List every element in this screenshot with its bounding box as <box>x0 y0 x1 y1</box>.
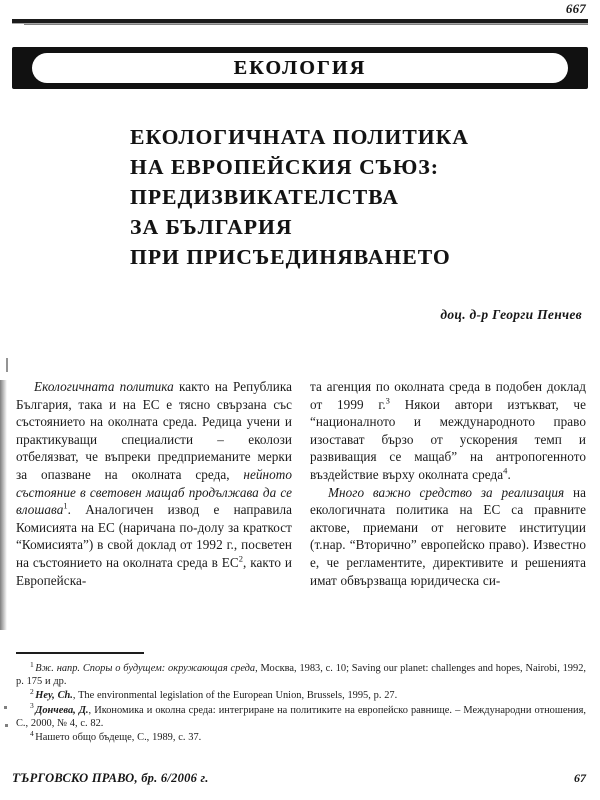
footnote-3-author: Дончева, Д. <box>35 704 89 716</box>
paragraph-left-1-italic-2: нейното състояние в световен мащаб продължава да се влошава <box>16 466 292 518</box>
paragraph-left-1-tail-2: , както и Европейска- <box>16 554 292 588</box>
footnote-3 <box>16 701 586 730</box>
scan-speck <box>4 706 7 709</box>
body-column-right <box>310 378 586 623</box>
footnote-3-mark: 3 <box>30 701 34 711</box>
footnote-1-italic: Вж. напр. Споры о будущем: окружающая среда <box>35 663 256 674</box>
article-title-line-1: ЕКОЛОГИЧНАТА ПОЛИТИКА <box>130 125 469 149</box>
body-column-left <box>16 378 292 623</box>
header-rule <box>12 19 588 23</box>
footnote-2-rest: , The environmental legislation of the European Union, Brussels, 1995, p. 27. <box>72 690 398 702</box>
section-banner-pill <box>32 53 568 83</box>
footnote-ref-4: 4 <box>503 465 508 476</box>
article-title-line-4: ЗА БЪЛГАРИЯ <box>130 215 293 239</box>
footnote-4 <box>16 728 586 744</box>
paragraph-right-2-rest: на екологичната политика на ЕС са правните актове, приемани от неговите институции (т.нар. “Вторично” европейско право). Известно е, че регламентите, директивите и решенията имат обвързваща юридическа си- <box>310 484 586 588</box>
footnote-1-rest: , Москва, 1983, с. 10; Saving our planet: challenges and hopes, Nairobi, 1992, p. 175 и др. <box>16 663 586 688</box>
lead-italic-left: Екологичната политика <box>34 379 174 394</box>
footnote-3-rest: , Икономика и околна среда: интегриране на политиките на европейско равнище. – Международни отношения, С., 2000, № 4, с. 82. <box>16 704 586 729</box>
paragraph-left-1 <box>16 378 292 589</box>
footnote-1 <box>16 659 586 688</box>
article-title <box>130 122 582 272</box>
paragraph-right-1-continuation: та агенция по околната среда в подобен доклад от 1999 г. <box>310 379 586 412</box>
paragraph-right-2 <box>310 484 586 590</box>
article-title-line-3: ПРЕДИЗВИКАТЕЛСТВА <box>130 185 399 209</box>
footnote-1-mark: 1 <box>30 659 34 669</box>
article-byline: доц. д-р Георги Пенчев <box>440 307 582 322</box>
footer-journal-title: ТЪРГОВСКО ПРАВО, бр. 6/2006 г. <box>12 771 209 785</box>
article-title-line-5: ПРИ ПРИСЪЕДИНЯВАНЕТО <box>130 245 451 269</box>
top-folio-number: 667 <box>565 1 586 16</box>
article-title-line-2: НА ЕВРОПЕЙСКИЯ СЪЮЗ: <box>130 155 439 179</box>
section-banner-label: ЕКОЛОГИЯ <box>233 56 367 79</box>
footnote-4-rest: Нашето общо бъдеще, С., 1989, с. 37. <box>35 732 202 744</box>
footnote-2-mark: 2 <box>30 686 34 696</box>
footnote-separator-rule <box>16 652 144 654</box>
footnote-ref-1: 1 <box>63 500 68 511</box>
footnote-4-mark: 4 <box>30 728 34 738</box>
paragraph-left-1-rest: както на Република България, така и на ЕС е тясно свързана със състоянието на околната среда. Редица учени и практикуващи специалисти – еколози отбелязват, че въпреки предприеманите мерки за опазване на околната среда, <box>16 379 292 482</box>
footnote-2-author: Hey, Ch. <box>35 690 73 702</box>
paragraph-right-1-end: . <box>507 466 511 482</box>
paragraph-right-1-rest: Някои автори изтъкват, че “националното и международното право изостават бързо от ускорения темп и развиващия се мащаб” на антропогенното въздействие върху околната среда <box>310 396 586 482</box>
footnote-2 <box>16 686 586 702</box>
body-columns <box>16 378 586 623</box>
scan-speck <box>5 724 8 727</box>
scan-edge-smudge <box>0 380 7 630</box>
footnote-ref-3: 3 <box>385 395 390 406</box>
paragraph-right-1 <box>310 378 586 484</box>
section-banner <box>12 47 588 89</box>
paragraph-left-1-tail: . Аналогичен извод е направила Комисията на ЕС (наричана по-долу за краткост “Комисията”) в свой доклад от 1992 г., посветен на състоянието на околната среда в ЕС <box>16 502 292 570</box>
footer-page-number: 67 <box>574 771 586 785</box>
page-footer <box>12 771 586 786</box>
footnote-ref-2: 2 <box>238 553 244 564</box>
lead-italic-right: Много важно средство за реализация <box>328 484 565 500</box>
footnotes-block <box>16 659 586 745</box>
scan-speck <box>6 358 8 372</box>
